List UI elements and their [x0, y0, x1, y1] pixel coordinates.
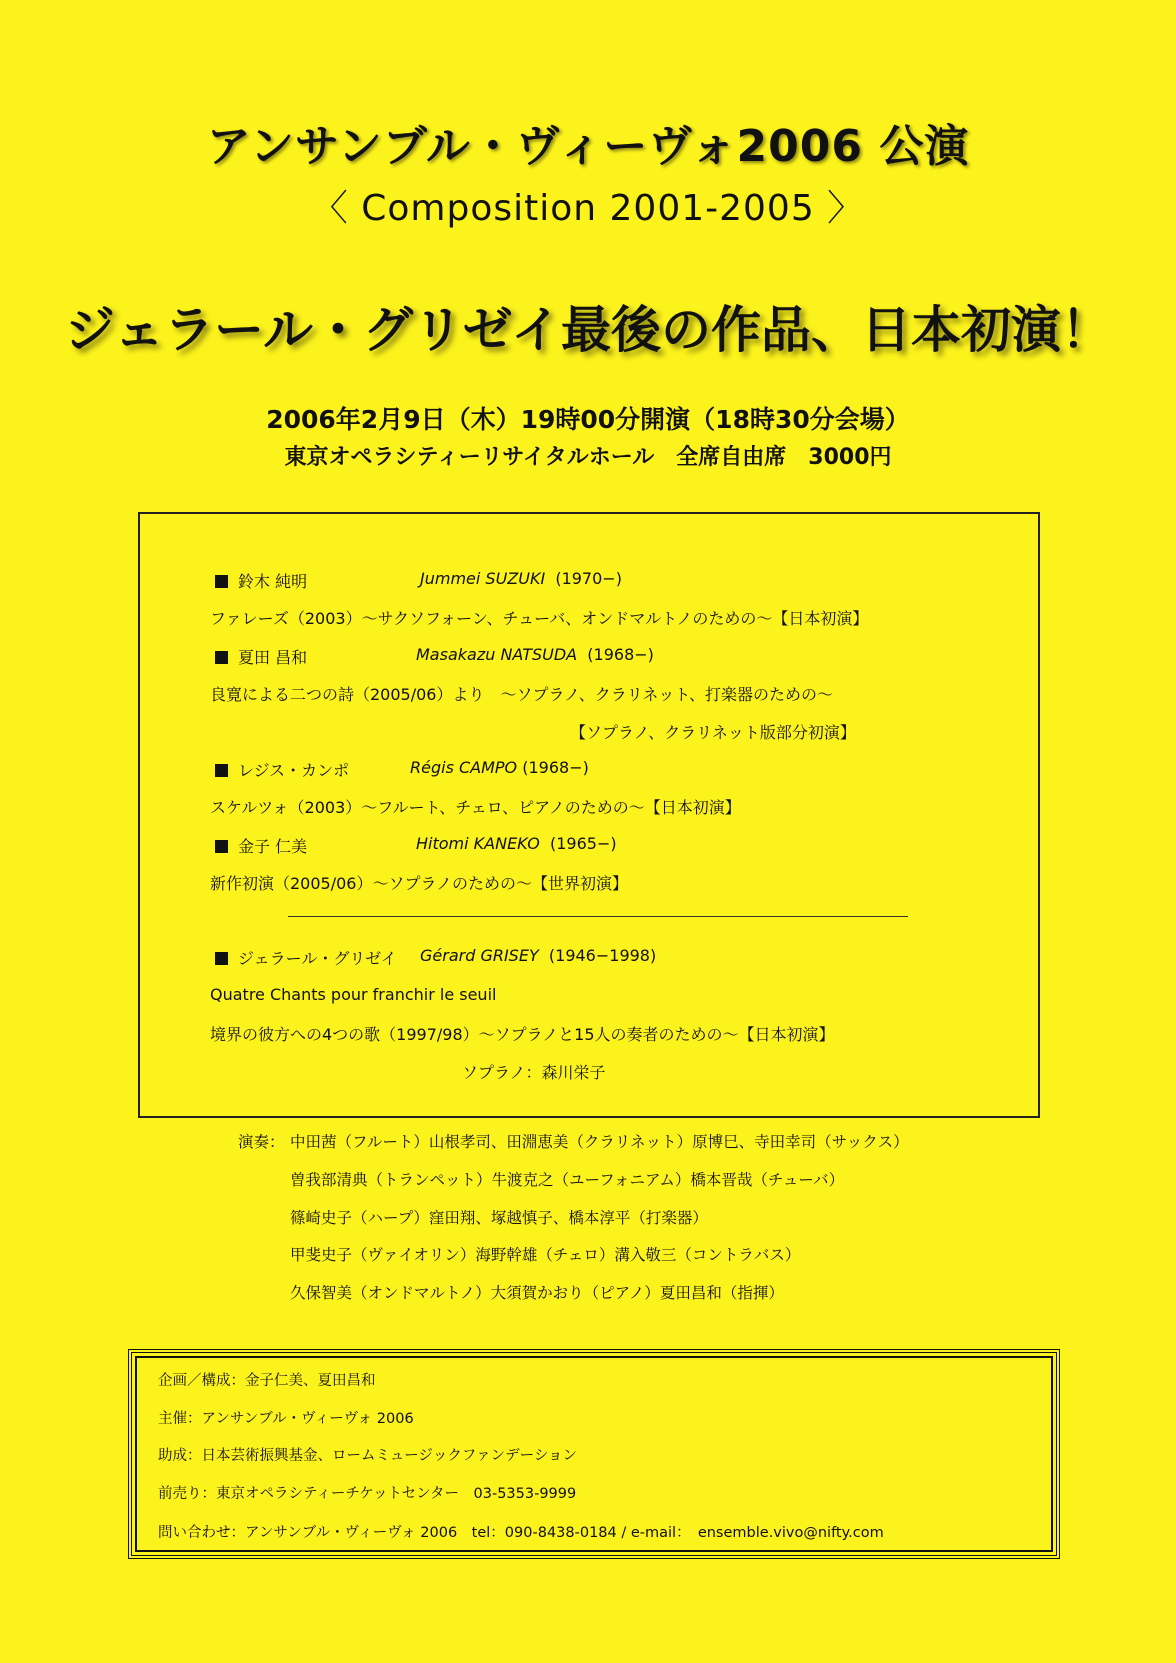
performers-line: 久保智美（オンドマルトノ）大須賀かおり（ピアノ）夏田昌和（指揮）	[290, 1284, 784, 1302]
performers-line: 甲斐史子（ヴァイオリン）海野幹雄（チェロ）溝入敬三（コントラバス）	[290, 1246, 801, 1264]
bullet-square-icon	[215, 764, 228, 777]
bullet-square-icon	[215, 575, 228, 588]
composer-name-roman: Jummei SUZUKI	[420, 569, 546, 588]
composer-row	[215, 569, 307, 592]
credit-tickets: 前売り：東京オペラシティーチケットセンター 03-5353-9999	[158, 1486, 577, 1502]
bullet-square-icon	[215, 952, 228, 965]
composer-name-roman: Masakazu NATSUDA	[416, 645, 578, 664]
composer-name-ja: 金子 仁美	[238, 837, 308, 856]
composer-name-ja: 夏田 昌和	[238, 648, 308, 667]
headline: ジェラール・グリゼイ最後の作品、日本初演！	[65, 301, 1111, 359]
composer-name-ja: 鈴木 純明	[238, 572, 308, 591]
composer-years: (1965−)	[550, 834, 617, 853]
composer-roman-row	[420, 946, 656, 965]
performers-label: 演奏：	[238, 1133, 285, 1151]
performers-line: 曽我部清典（トランペット）牛渡克之（ユーフォニアム）橋本晋哉（チューバ）	[290, 1171, 845, 1189]
date-time-line: 2006年2月9日（木）19時00分開演（18時30分会場）	[266, 405, 910, 434]
credit-support: 助成：日本芸術振興基金、ロームミュージックファンデーション	[158, 1448, 578, 1464]
composer-name-roman: Hitomi KANEKO	[416, 834, 540, 853]
bullet-square-icon	[215, 651, 228, 664]
venue-price-line: 東京オペラシティーリサイタルホール 全席自由席 3000円	[284, 445, 892, 470]
composer-row	[215, 645, 307, 668]
work-line: スケルツォ（2003）〜フルート、チェロ、ピアノのための〜【日本初演】	[210, 798, 741, 817]
credit-contact: 問い合わせ：アンサンブル・ヴィーヴォ 2006 tel：090-8438-0184 / e-mail： ensemble.vivo@nifty.com	[158, 1525, 884, 1541]
composer-roman-row	[416, 645, 654, 664]
credit-host: 主催：アンサンブル・ヴィーヴォ 2006	[158, 1411, 414, 1427]
work-line: 良寛による二つの詩（2005/06）より 〜ソプラノ、クラリネット、打楽器のための〜	[210, 685, 833, 704]
composer-name-roman: Gérard GRISEY	[420, 946, 539, 965]
composer-row	[215, 834, 307, 857]
composer-years: (1970−)	[555, 569, 622, 588]
composer-name-ja: レジス・カンポ	[238, 761, 350, 780]
performers-line: 篠崎史子（ハープ）窪田翔、塚越慎子、橋本淳平（打楽器）	[290, 1209, 708, 1227]
composer-row	[215, 758, 349, 781]
composer-roman-row	[416, 834, 617, 853]
composer-years: (1968−)	[522, 758, 589, 777]
work-line: 境界の彼方への4つの歌（1997/98）〜ソプラノと15人の奏者のための〜【日本初演】	[210, 1025, 835, 1044]
composer-years: (1946−1998)	[548, 946, 657, 965]
performers-line: 中田茜（フルート）山根孝司、田淵恵美（クラリネット）原博巳、寺田幸司（サックス）	[290, 1133, 909, 1151]
concert-subtitle: 〈 Composition 2001-2005 〉	[311, 188, 865, 229]
credit-plan: 企画／構成：金子仁美、夏田昌和	[158, 1373, 376, 1389]
work-note: 【ソプラノ、クラリネット版部分初演】	[570, 723, 856, 742]
section-divider	[288, 916, 908, 917]
composer-years: (1968−)	[587, 645, 654, 664]
soloist: ソプラノ：森川栄子	[462, 1063, 606, 1082]
composer-row	[215, 946, 397, 969]
work-line: 新作初演（2005/06）〜ソプラノのための〜【世界初演】	[210, 874, 628, 893]
composer-roman-row	[420, 569, 622, 588]
work-title-french: Quatre Chants pour franchir le seuil	[210, 985, 497, 1004]
composer-roman-row	[410, 758, 589, 777]
bullet-square-icon	[215, 840, 228, 853]
composer-name-roman: Régis CAMPO	[410, 758, 518, 777]
composer-name-ja: ジェラール・グリゼイ	[238, 949, 397, 968]
concert-title: アンサンブル・ヴィーヴォ2006 公演	[206, 121, 970, 172]
work-line: ファレーズ（2003）〜サクソフォーン、チューバ、オンドマルトノのための〜【日本初演】	[210, 609, 869, 628]
